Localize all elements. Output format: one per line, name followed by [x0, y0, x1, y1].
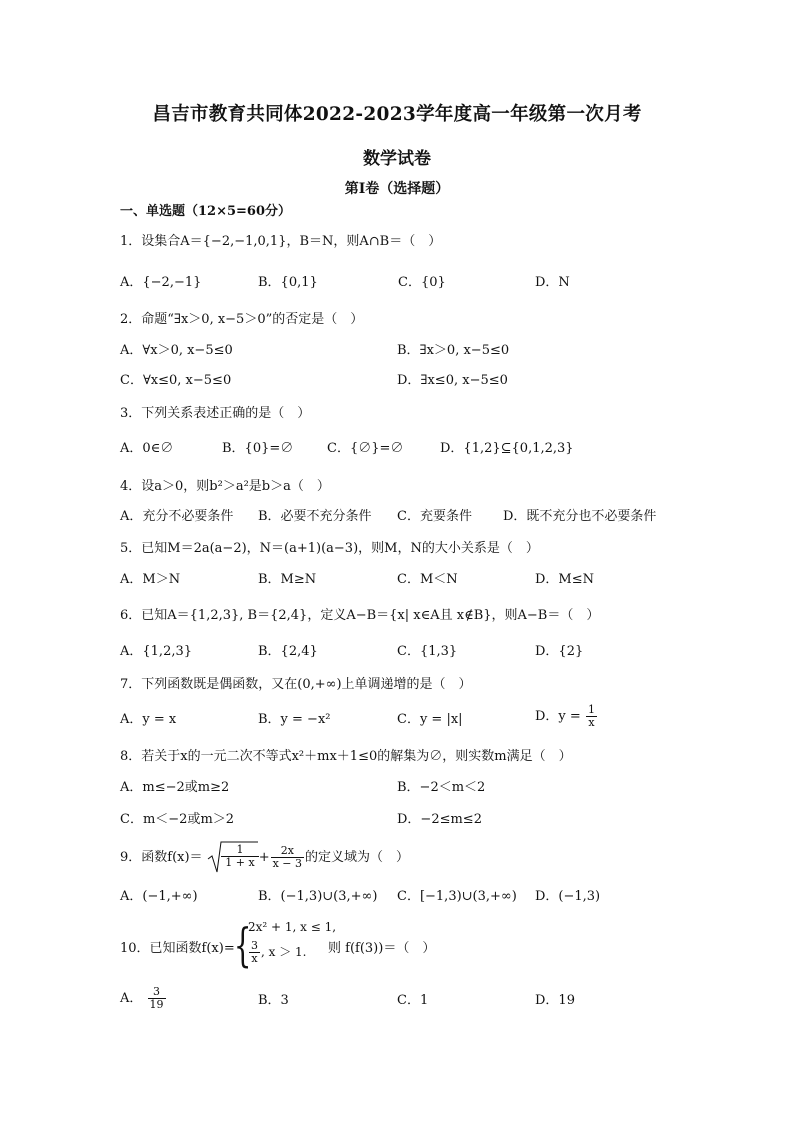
question-4-option-a[interactable]: A．充分不必要条件: [120, 509, 234, 524]
exam-subtitle: 数学试卷: [363, 149, 431, 169]
question-4-option-c[interactable]: C．充要条件: [397, 509, 472, 524]
question-5-stem: 5．已知M＝2a(a−2)，N＝(a+1)(a−3)，则M，N的大小关系是（ ）: [120, 541, 539, 556]
question-9-option-b[interactable]: B．(−1,3)∪(3,+∞): [258, 889, 378, 904]
fraction-numerator: 3: [148, 986, 166, 999]
question-7-option-d[interactable]: [535, 704, 598, 729]
question-8-option-b[interactable]: B．−2＜m＜2: [397, 780, 486, 795]
question-3-stem: 3．下列关系表述正确的是（ ）: [120, 406, 311, 421]
question-7-option-a[interactable]: A．y = x: [120, 712, 177, 727]
question-6-option-a[interactable]: A．{1,2,3}: [120, 644, 193, 659]
fraction-numerator: 1: [587, 703, 595, 716]
fraction-denominator: x: [588, 716, 595, 729]
question-7-option-d-fraction: [586, 704, 597, 729]
question-1-option-c[interactable]: C．{0}: [398, 275, 446, 290]
question-3-option-c[interactable]: C．{∅}=∅: [327, 441, 404, 456]
fraction-numerator: 1: [221, 843, 259, 857]
question-10-option-a[interactable]: [120, 986, 167, 1011]
question-9-prefix: 9．函数f(x)＝: [120, 849, 203, 865]
section-heading: 一、单选题（12×5=60分）: [120, 204, 292, 219]
question-8-option-c[interactable]: C．m＜−2或m＞2: [120, 812, 235, 827]
question-10-option-b[interactable]: B．3: [258, 993, 289, 1008]
question-10-option-a-label: A．: [120, 991, 143, 1006]
question-5-option-c[interactable]: C．M＜N: [397, 572, 458, 587]
question-2-stem: 2．命题“∃x＞0, x−5＞0”的否定是（ ）: [120, 312, 364, 327]
question-10-prefix: 10．已知函数f(x)=: [120, 941, 235, 956]
question-4-option-b[interactable]: B．必要不充分条件: [258, 509, 372, 524]
question-6-option-c[interactable]: C．{1,3}: [397, 644, 458, 659]
question-9-option-d[interactable]: D．(−1,3): [535, 889, 601, 904]
question-6-stem: 6．已知A＝{1,2,3}, B＝{2,4}，定义A−B＝{x| x∈A且 x∉B}，则A−B＝（ ）: [120, 608, 600, 623]
question-5-option-a[interactable]: A．M＞N: [120, 572, 181, 587]
radical-sign-icon: [207, 840, 259, 874]
question-5-option-b[interactable]: B．M≥N: [258, 572, 317, 587]
piecewise-case-1: 2x² + 1, x ≤ 1,: [248, 920, 337, 934]
question-2-option-d[interactable]: D．∃x≤0, x−5≤0: [397, 373, 508, 388]
question-1-stem: 1．设集合A＝{−2,−1,0,1}，B＝N，则A∩B＝（ ）: [120, 234, 442, 249]
question-3-option-d[interactable]: D．{1,2}⊆{0,1,2,3}: [440, 441, 574, 456]
piecewise-function: [233, 918, 337, 976]
fraction-denominator: x: [251, 952, 258, 965]
fraction-denominator: x − 3: [272, 856, 303, 870]
piecewise-case-2-fraction: [249, 940, 260, 965]
question-4-stem: 4．设a＞0，则b²＞a²是b＞a（ ）: [120, 479, 330, 494]
question-8-stem: 8．若关于x的一元二次不等式x²＋mx＋1≤0的解集为∅，则实数m满足（ ）: [120, 749, 572, 764]
question-7-stem: 7．下列函数既是偶函数，又在(0,+∞)上单调递增的是（ ）: [120, 677, 472, 692]
question-9-stem: [120, 840, 409, 875]
fraction-denominator: 1 + x: [224, 856, 255, 869]
question-3-option-a[interactable]: A．0∈∅: [120, 441, 174, 456]
question-7-option-c[interactable]: C．y = |x|: [397, 712, 463, 727]
question-3-option-b[interactable]: B．{0}=∅: [222, 441, 294, 456]
question-7-option-b[interactable]: B．y = −x²: [258, 712, 331, 727]
question-1-option-b[interactable]: B．{0,1}: [258, 275, 318, 290]
question-5-option-d[interactable]: D．M≤N: [535, 572, 595, 587]
left-brace-icon: {: [233, 918, 252, 972]
question-9-option-c[interactable]: C．[−1,3)∪(3,+∞): [397, 889, 517, 904]
question-7-option-d-label: D．y =: [535, 709, 581, 724]
question-10-suffix: 则 f(f(3))＝（ ）: [328, 941, 436, 956]
exam-title: 昌吉市教育共同体2022-2023学年度高一年级第一次月考: [152, 104, 642, 125]
piecewise-case-2-condition: , x ＞ 1.: [261, 945, 307, 959]
question-1-option-d[interactable]: D．N: [535, 275, 570, 290]
part-title: 第Ⅰ卷（选择题）: [344, 181, 450, 197]
question-6-option-d[interactable]: D．{2}: [535, 644, 584, 659]
question-2-option-c[interactable]: C．∀x≤0, x−5≤0: [120, 373, 232, 388]
question-9-option-a[interactable]: A．(−1,+∞): [120, 889, 198, 904]
question-8-option-d[interactable]: D．−2≤m≤2: [397, 812, 482, 827]
piecewise-case-2: [248, 940, 306, 965]
question-9-suffix: 的定义域为（ ）: [305, 849, 410, 865]
plus-sign: +: [258, 849, 270, 865]
question-10-option-c[interactable]: C．1: [397, 993, 429, 1008]
square-root: [207, 840, 259, 875]
question-1-option-a[interactable]: A．{−2,−1}: [120, 275, 202, 290]
question-8-option-a[interactable]: A．m≤−2或m≥2: [120, 780, 230, 795]
question-2-option-a[interactable]: A．∀x＞0, x−5≤0: [120, 343, 233, 358]
question-9-fraction: [271, 845, 304, 870]
question-2-option-b[interactable]: B．∃x＞0, x−5≤0: [397, 343, 510, 358]
question-10-option-d[interactable]: D．19: [535, 993, 575, 1008]
fraction-denominator: 19: [149, 998, 164, 1011]
fraction-numerator: 3: [251, 939, 258, 952]
fraction-numerator: 2x: [271, 845, 304, 858]
question-6-option-b[interactable]: B．{2,4}: [258, 644, 318, 659]
question-4-option-d[interactable]: D．既不充分也不必要条件: [503, 509, 657, 524]
question-10-option-a-fraction: [148, 986, 166, 1011]
